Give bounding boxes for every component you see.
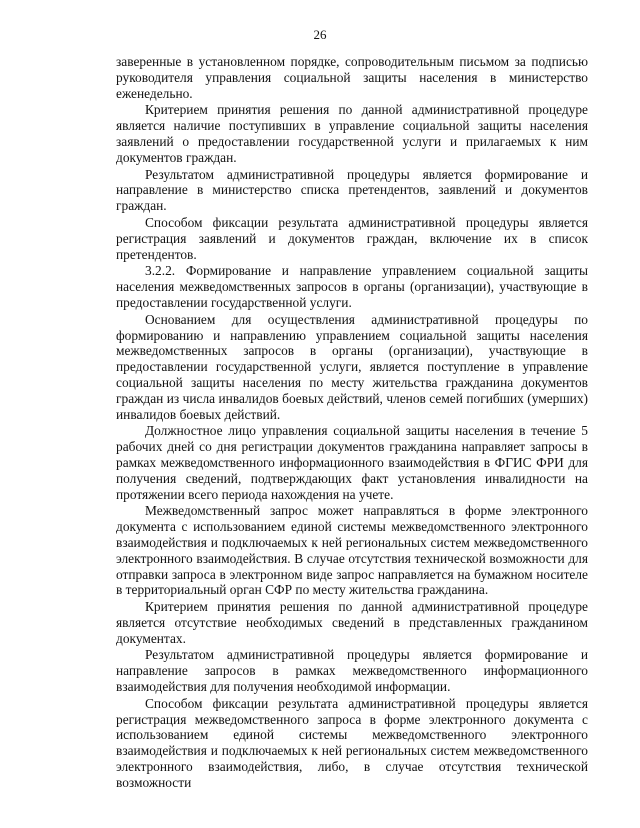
paragraph-fixation-method-2: Способом фиксации результата административной процедуры является регистрация межведомственного запроса в форме электронного документа с использованием единой системы межведомственного электронного взаимодействия и подключаемых к ней региональных систем межведомственного электронного взаимодействия, либо, в случае отсутствия технической возможности <box>116 695 588 790</box>
paragraph-procedure-result: Результатом административной процедуры является формирование и направление в министерство списка претендентов, заявлений и документов граждан. <box>116 166 588 214</box>
paragraph-continuation: заверенные в установленном порядке, сопроводительным письмом за подписью руководителя управления социальной защиты населения в министерство еженедельно. <box>116 54 588 101</box>
section-heading-3-2-2: 3.2.2. Формирование и направление управлением социальной защиты населения межведомственных запросов в органы (организации), участвующие в предоставлении государственной услуги. <box>116 263 588 310</box>
page-number: 26 <box>313 27 327 42</box>
paragraph-official-requests: Должностное лицо управления социальной защиты населения в течение 5 рабочих дней со дня регистрации документов гражданина направляет запросы в рамках межведомственного информационного взаимодействия в ФГИС ФРИ для получения сведений, подтверждающих факт установления инвалидности на протяжении всего периода нахождения на учете. <box>116 423 588 502</box>
paragraph-decision-criterion: Критерием принятия решения по данной административной процедуре является наличие поступивших в управление социальной защиты населения заявлений о предоставлении государственной услуги и прилагаемых к ним документов граждан. <box>116 102 588 165</box>
paragraph-decision-criterion-2: Критерием принятия решения по данной административной процедуре является отсутствие необходимых сведений в представленных гражданином документах. <box>116 599 588 646</box>
body-text <box>116 54 588 792</box>
paragraph-procedure-result-2: Результатом административной процедуры является формирование и направление запросов в рамках межведомственного информационного взаимодействия для получения необходимой информации. <box>116 647 588 695</box>
paragraph-electronic-request: Межведомственный запрос может направляться в форме электронного документа с использованием единой системы межведомственного электронного взаимодействия и подключаемых к ней региональных систем межведомственного электронного взаимодействия. В случае отсутствия технической возможности для отправки запроса в электронном виде запрос направляется на бумажном носителе в территориальный орган СФР по месту жительства гражданина. <box>116 503 588 598</box>
paragraph-procedure-basis: Основанием для осуществления административной процедуры по формированию и направлению управлением социальной защиты населения межведомственных запросов в органы (организации), участвующие в предоставлении государственной услуги, является поступление в управление социальной защиты населения по месту жительства гражданина документов граждан из числа инвалидов боевых действий, членов семей погибших (умерших) инвалидов боевых действий. <box>116 311 588 422</box>
paragraph-fixation-method: Способом фиксации результата административной процедуры является регистрация заявлений и документов граждан, включение их в список претендентов. <box>116 214 588 262</box>
